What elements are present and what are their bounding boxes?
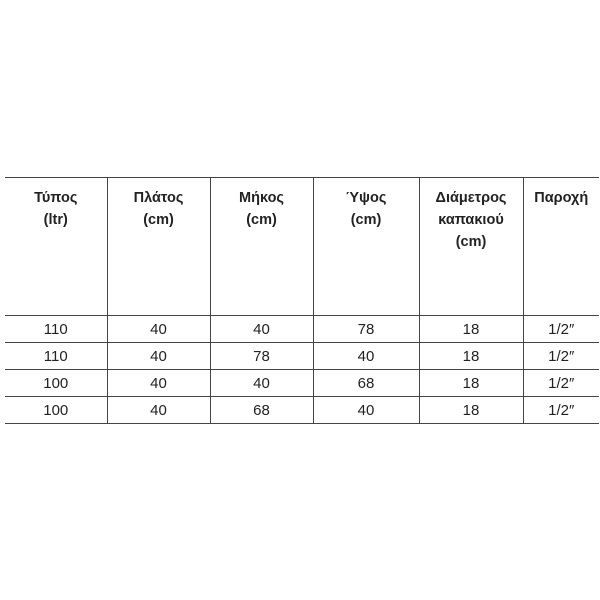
- cell-connection: 1/2″: [523, 370, 599, 397]
- header-height-label: Ύψος: [345, 190, 387, 206]
- table-row: [5, 397, 599, 424]
- cell-width: 40: [107, 343, 210, 370]
- cell-length: 40: [210, 316, 313, 343]
- cell-length: 78: [210, 343, 313, 370]
- header-type: [5, 178, 107, 316]
- cell-length: 68: [210, 397, 313, 424]
- cell-type: 110: [5, 343, 107, 370]
- cell-type: 110: [5, 316, 107, 343]
- header-connection-label: Παροχή: [534, 190, 589, 206]
- header-width-unit: (cm): [143, 212, 174, 228]
- cell-height: 78: [313, 316, 419, 343]
- header-lid-diameter: [419, 178, 523, 316]
- cell-height: 68: [313, 370, 419, 397]
- header-length: [210, 178, 313, 316]
- header-height-unit: (cm): [350, 212, 382, 228]
- cell-lid-diameter: 18: [419, 370, 523, 397]
- cell-lid-diameter: 18: [419, 316, 523, 343]
- table-header-row: [5, 178, 599, 316]
- header-width-label: Πλάτος: [133, 190, 184, 206]
- cell-connection: 1/2″: [523, 397, 599, 424]
- table-row: [5, 316, 599, 343]
- cell-height: 40: [313, 343, 419, 370]
- cell-width: 40: [107, 370, 210, 397]
- cell-type: 100: [5, 397, 107, 424]
- cell-height: 40: [313, 397, 419, 424]
- header-lid-diameter-unit: (cm): [455, 234, 487, 250]
- header-type-unit: (ltr): [43, 212, 68, 228]
- header-type-label: Τύπος: [34, 190, 78, 206]
- spec-table: [5, 177, 599, 424]
- cell-lid-diameter: 18: [419, 343, 523, 370]
- header-width: [107, 178, 210, 316]
- header-lid-diameter-label: Διάμετρος: [435, 190, 507, 206]
- cell-width: 40: [107, 397, 210, 424]
- cell-connection: 1/2″: [523, 343, 599, 370]
- cell-connection: 1/2″: [523, 316, 599, 343]
- header-height: [313, 178, 419, 316]
- header-connection: [523, 178, 599, 316]
- cell-type: 100: [5, 370, 107, 397]
- table-row: [5, 343, 599, 370]
- cell-length: 40: [210, 370, 313, 397]
- cell-width: 40: [107, 316, 210, 343]
- header-length-unit: (cm): [246, 212, 277, 228]
- header-lid-diameter-label-2: καπακιού: [438, 212, 504, 228]
- header-length-label: Μήκος: [239, 190, 284, 206]
- table-row: [5, 370, 599, 397]
- cell-lid-diameter: 18: [419, 397, 523, 424]
